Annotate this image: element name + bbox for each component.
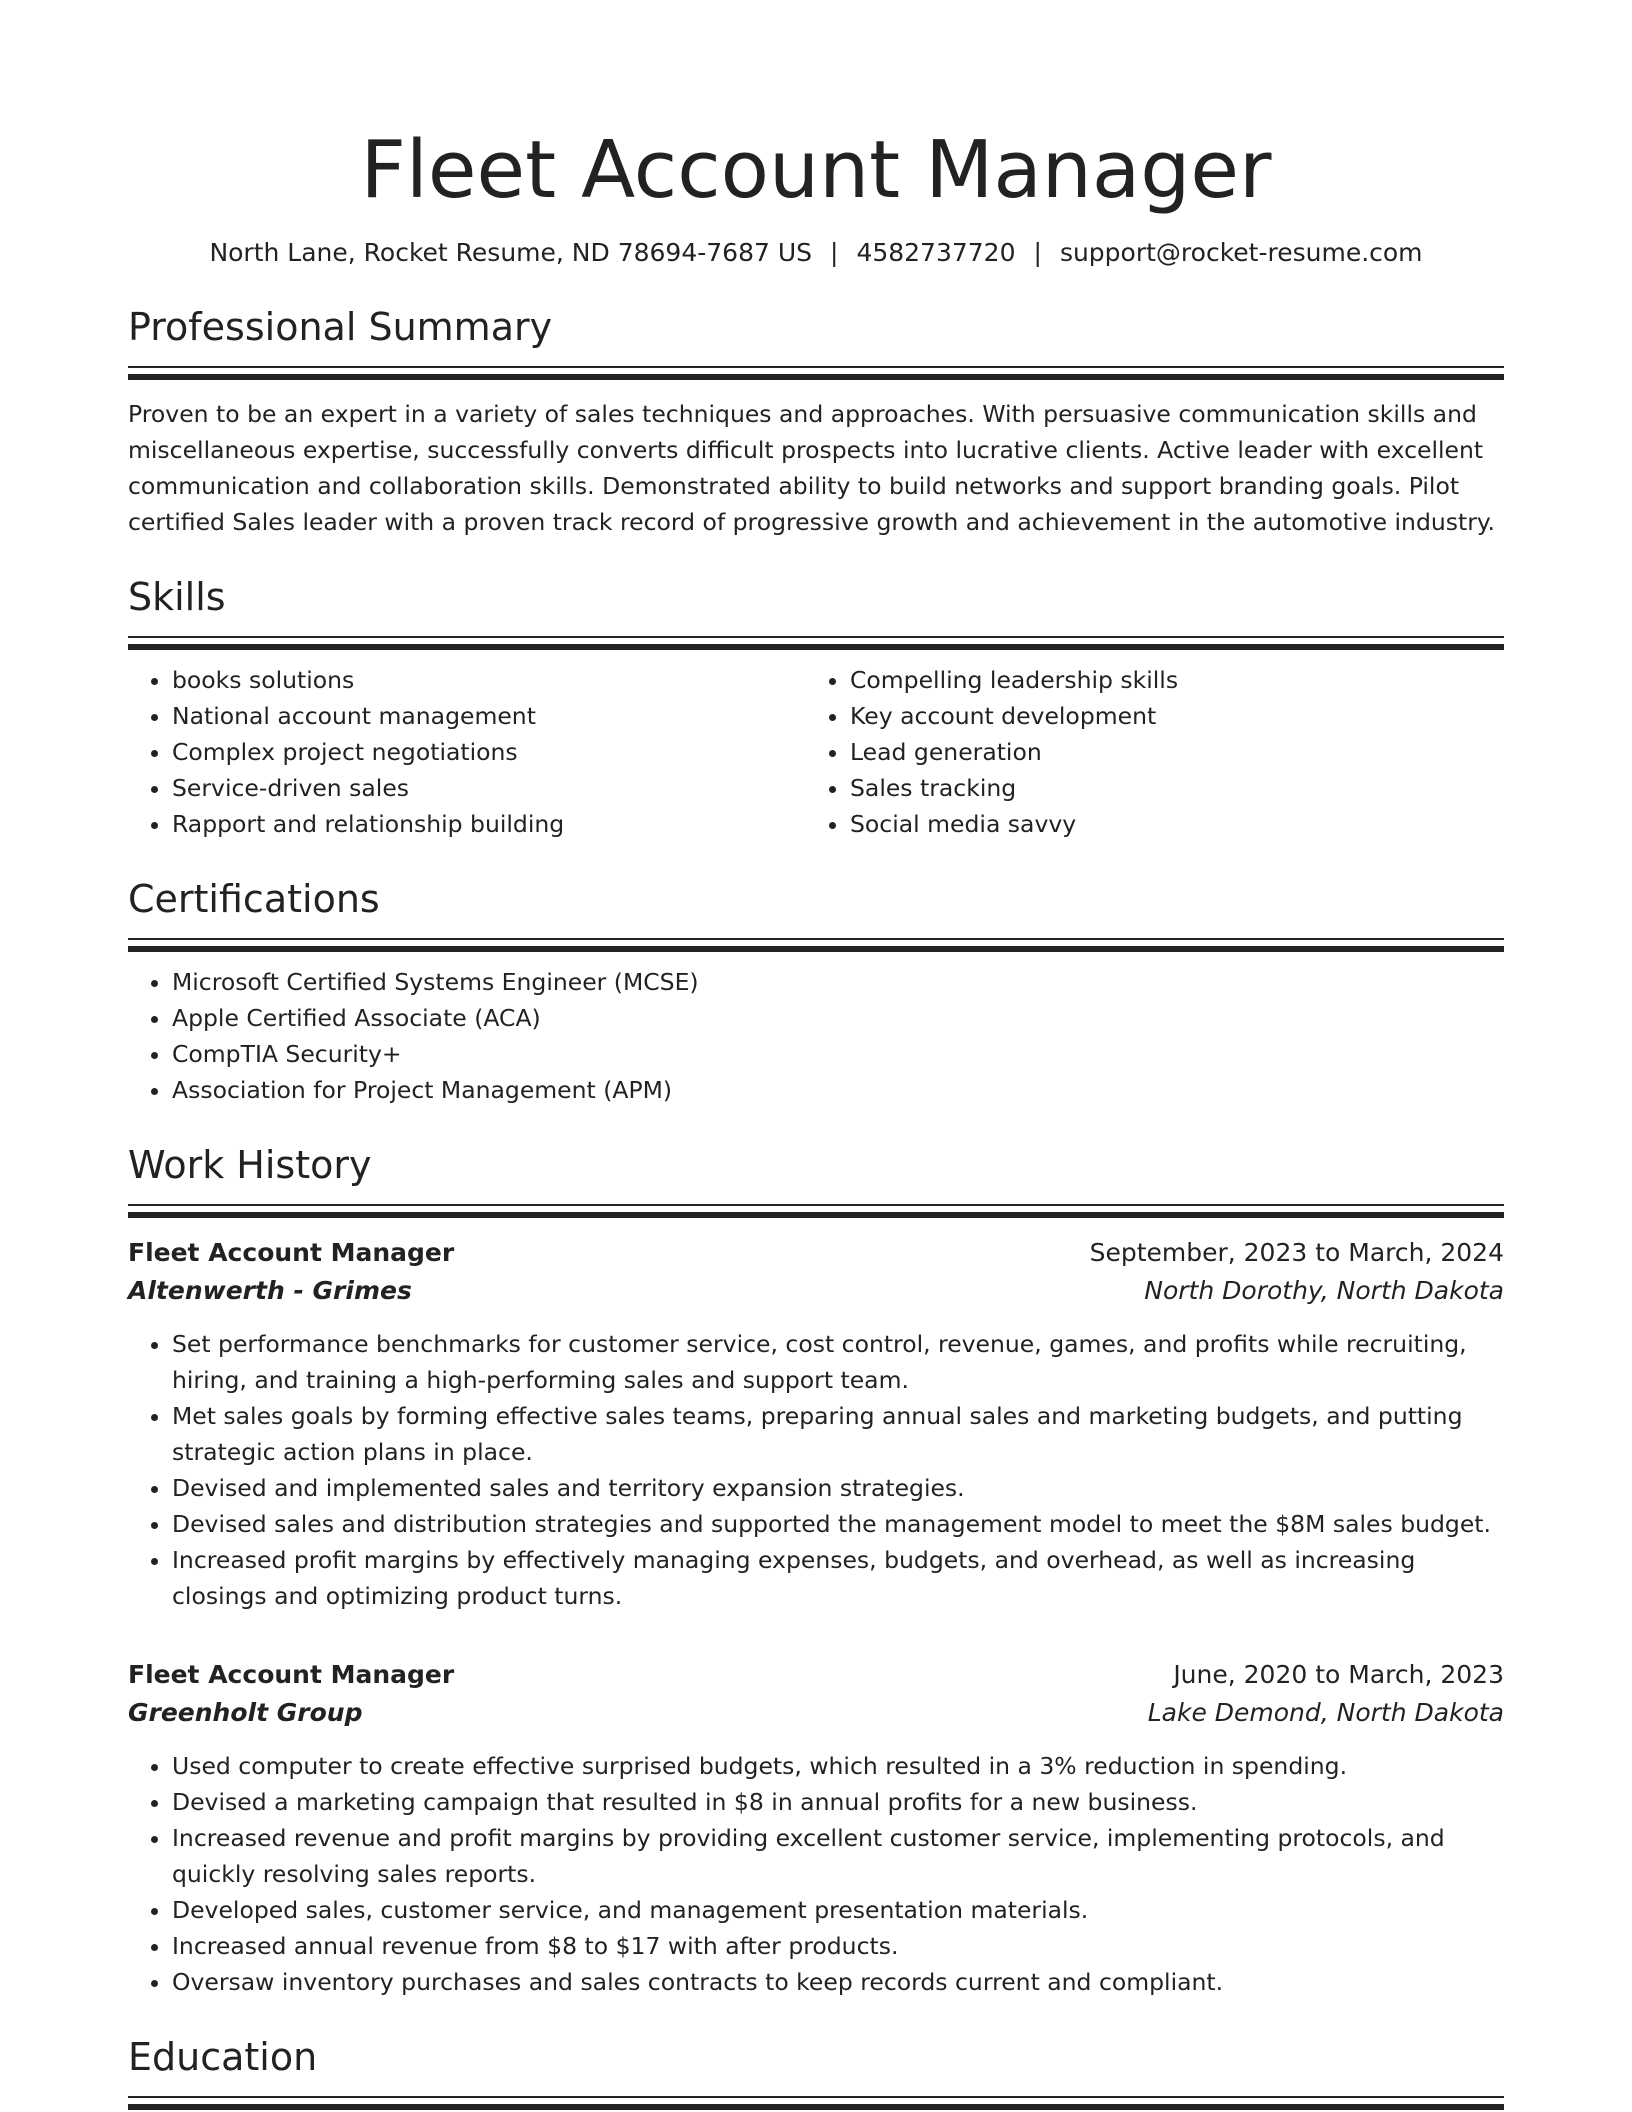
skill-item: • Social media savvy [850,806,1484,842]
job-dates: September, 2023 to March, 2024 [1089,1238,1504,1267]
education-section [128,2032,1504,2110]
skill-item: • Complex project negotiations [172,734,806,770]
job-location: Lake Demond, North Dakota [1147,1698,1504,1727]
job-company-row [128,1272,1504,1310]
job-title: Fleet Account Manager [128,1238,455,1267]
job-bullet: • Increased revenue and profit margins by providing excellent customer service, implementing protocols, and quickly resolving sales reports. [172,1820,1504,1892]
job-company: Altenwerth - Grimes [128,1276,412,1305]
skill-item: • Sales tracking [850,770,1484,806]
skill-item: • Rapport and relationship building [172,806,806,842]
job-title: Fleet Account Manager [128,1660,455,1689]
job-entry [128,1656,1504,2000]
contact-separator: | [1033,238,1042,267]
certification-item: • Apple Certified Associate (ACA) [172,1000,1504,1036]
skill-item: • Service-driven sales [172,770,806,806]
certifications-heading: Certifications [128,877,380,921]
work-history-heading: Work History [128,1143,372,1187]
skill-item: • National account management [172,698,806,734]
job-company: Greenholt Group [128,1698,363,1727]
skills-list-right [806,662,1484,842]
job-bullet: • Set performance benchmarks for customer service, cost control, revenue, games, and profits while recruiting, hiring, and training a high-performing sales and support team. [172,1326,1504,1398]
contact-separator: | [830,238,839,267]
job-location: North Dorothy, North Dakota [1144,1276,1504,1305]
job-bullets [128,1748,1504,2000]
job-bullet: • Developed sales, customer service, and management presentation materials. [172,1892,1504,1928]
resume-title: Fleet Account Manager [360,124,1272,216]
job-bullet: • Met sales goals by forming effective sales teams, preparing annual sales and marketing budgets, and putting strategic action plans in place. [172,1398,1504,1470]
job-bullet: • Devised sales and distribution strategies and supported the management model to meet the $8M sales budget. [172,1506,1504,1542]
certifications-section [128,874,1504,952]
certifications-list [128,964,1504,1108]
section-divider [128,636,1504,650]
skill-item: • Compelling leadership skills [850,662,1484,698]
job-bullet: • Oversaw inventory purchases and sales contracts to keep records current and compliant. [172,1964,1504,2000]
contact-address: North Lane, Rocket Resume, ND 78694-7687 US [209,238,812,267]
skill-item: • Lead generation [850,734,1484,770]
education-heading: Education [128,2035,318,2079]
section-divider [128,366,1504,380]
job-bullet: • Devised a marketing campaign that resulted in $8 in annual profits for a new business. [172,1784,1504,1820]
skills-columns [128,650,1504,842]
certification-item: • CompTIA Security+ [172,1036,1504,1072]
certification-item: • Microsoft Certified Systems Engineer (MCSE) [172,964,1504,1000]
contact-line [128,236,1504,270]
section-divider [128,938,1504,952]
job-header-row [128,1234,1504,1272]
summary-heading: Professional Summary [128,305,553,349]
summary-section [128,302,1504,380]
contact-phone: 4582737720 [856,238,1016,267]
section-divider [128,2096,1504,2110]
skill-item: • books solutions [172,662,806,698]
job-bullet: • Devised and implemented sales and territory expansion strategies. [172,1470,1504,1506]
job-bullet: • Used computer to create effective surprised budgets, which resulted in a 3% reduction in spending. [172,1748,1504,1784]
summary-text: Proven to be an expert in a variety of sales techniques and approaches. With persuasive communication skills and miscellaneous expertise, successfully converts difficult prospects into lucrative clients. Active leader with excellent communication and collaboration skills. Demonstrated ability to build networks and support branding goals. Pilot certified Sales leader with a proven track record of progressive growth and achievement in the automotive industry. [128,400,1495,536]
work-history-section [128,1140,1504,1218]
job-header-row [128,1656,1504,1694]
skill-item: • Key account development [850,698,1484,734]
job-bullet: • Increased profit margins by effectively managing expenses, budgets, and overhead, as well as increasing closings and optimizing product turns. [172,1542,1504,1614]
skills-section [128,572,1504,650]
job-company-row [128,1694,1504,1732]
contact-email: support@rocket-resume.com [1059,238,1423,267]
job-entry [128,1234,1504,1614]
job-bullet: • Increased annual revenue from $8 to $17 with after products. [172,1928,1504,1964]
certification-item: • Association for Project Management (APM) [172,1072,1504,1108]
job-dates: June, 2020 to March, 2023 [1173,1660,1504,1689]
skills-heading: Skills [128,575,226,619]
skills-list-left [128,662,806,842]
section-divider [128,1204,1504,1218]
job-bullets [128,1326,1504,1614]
